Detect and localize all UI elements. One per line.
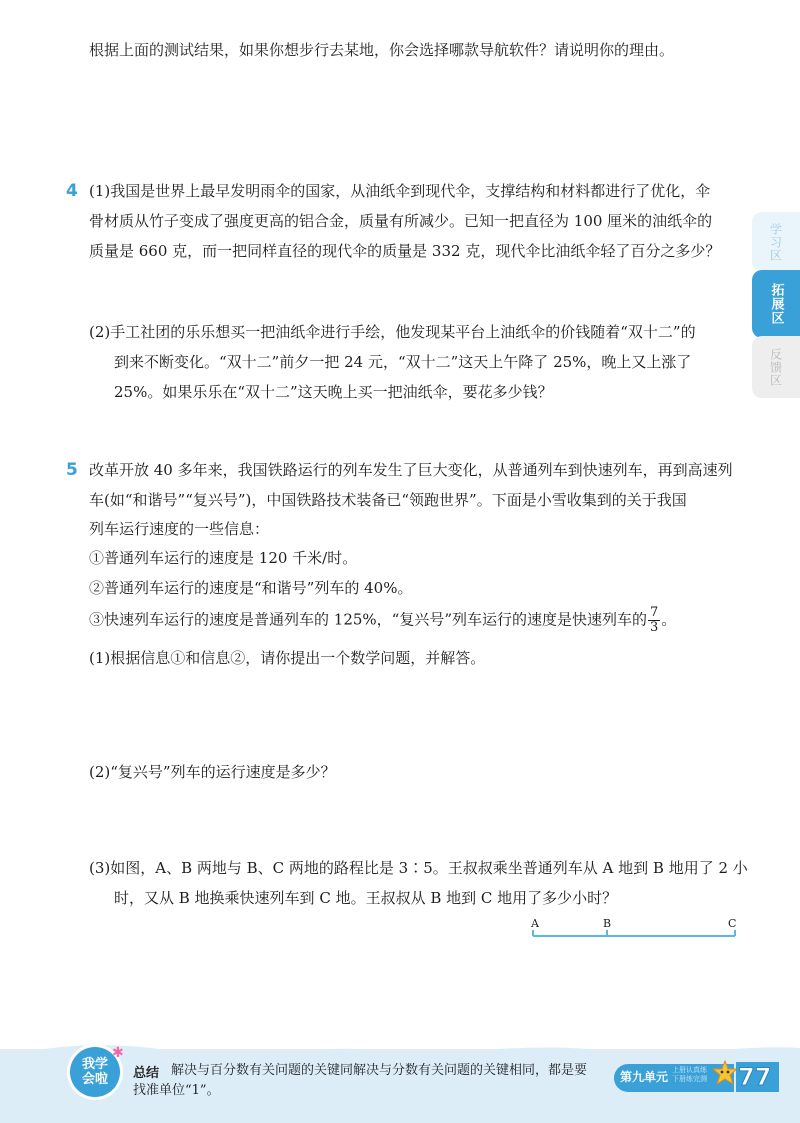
- tab-study-area[interactable]: 学习区: [752, 212, 800, 272]
- summary-label: 总结: [133, 1066, 160, 1081]
- unit-name: 第九单元: [620, 1070, 669, 1084]
- label-c: C: [728, 917, 737, 930]
- q5-info-3-end: 。: [661, 610, 677, 629]
- q5-intro-line1: 改革开放 40 多年来，我国铁路运行的列车发生了巨大变化，从普通列车到快速列车，再到高速列: [89, 461, 733, 479]
- label-b: B: [603, 917, 612, 930]
- tab-expand-area[interactable]: 拓展区: [752, 270, 800, 338]
- q4-part1-line1: (1)我国是世界上最早发明雨伞的国家，从油纸伞到现代伞，支撑结构和材料都进行了优化，伞: [89, 182, 711, 200]
- top-question: 根据上面的测试结果，如果你想步行去某地，你会选择哪款导航软件？请说明你的理由。: [89, 41, 675, 59]
- page-number: 77: [736, 1062, 779, 1092]
- tab-feedback-area[interactable]: 反馈区: [752, 336, 800, 398]
- summary-line1: 解决与百分数有关问题的关键同解决与分数有关问题的关键相同，都是要: [171, 1063, 588, 1078]
- question-4-number: 4: [66, 181, 78, 201]
- label-a: A: [531, 917, 539, 930]
- q4-part2-line3: 25%。如果乐乐在“双十二”这天晚上买一把油纸伞，要花多少钱？: [114, 383, 553, 401]
- q5-intro-line3: 列车运行速度的一些信息：: [89, 520, 270, 538]
- q5-sub-1: (1)根据信息①和信息②，请你提出一个数学问题，并解答。: [89, 649, 486, 667]
- mascot-star-icon: [712, 1060, 738, 1086]
- q4-part1-line2: 骨材质从竹子变成了强度更高的铝合金，质量有所减少。已知一把直径为 100 厘米的油纸伞的: [89, 212, 713, 230]
- star-icon: ✱: [112, 1045, 124, 1061]
- fraction-denominator: 3: [650, 620, 659, 635]
- q5-sub-3-line1: (3)如图，A、B 两地与 B、C 两地的路程比是 3∶5。王叔叔乘坐普通列车从 A 地到 B 地用了 2 小: [89, 859, 748, 877]
- q5-intro-line2: 车(如“和谐号”“复兴号”)，中国铁路技术装备已“领跑世界”。下面是小雪收集到的关于我国: [89, 491, 687, 509]
- fraction-seven-thirds: [648, 606, 660, 635]
- q4-part1-line3: 质量是 660 克，而一把同样直径的现代伞的质量是 332 克，现代伞比油纸伞轻了百分之多少？: [89, 242, 721, 260]
- route-segment-figure: [530, 916, 740, 946]
- q4-part2-line1: (2)手工社团的乐乐想买一把油纸伞进行手绘，他发现某平台上油纸伞的价钱随着“双十二”的: [89, 323, 696, 341]
- question-5-number: 5: [66, 460, 78, 480]
- q5-info-3: [89, 606, 676, 635]
- q5-sub-3-line2: 时，又从 B 地换乘快速列车到 C 地。王叔叔从 B 地到 C 地用了多少小时？: [114, 889, 618, 907]
- summary-line2: 找准单位“1”。: [133, 1083, 220, 1098]
- fraction-numerator: 7: [650, 605, 659, 620]
- q5-info-1: ①普通列车运行的速度是 120 千米/时。: [89, 549, 358, 567]
- q4-part2-line2: 到来不断变化。“双十二”前夕一把 24 元，“双十二”这天上午降了 25%，晚上又上涨了: [114, 353, 692, 371]
- unit-subtitle: 上册认真练 下册练完测: [672, 1066, 707, 1083]
- q5-sub-2: (2)“复兴号”列车的运行速度是多少？: [89, 763, 336, 781]
- learned-badge-text: 我学会啦: [81, 1057, 108, 1087]
- q5-info-2: ②普通列车运行的速度是“和谐号”列车的 40%。: [89, 579, 413, 597]
- q5-info-3-text: ③快速列车运行的速度是普通列车的 125%，“复兴号”列车运行的速度是快速列车的: [89, 610, 647, 629]
